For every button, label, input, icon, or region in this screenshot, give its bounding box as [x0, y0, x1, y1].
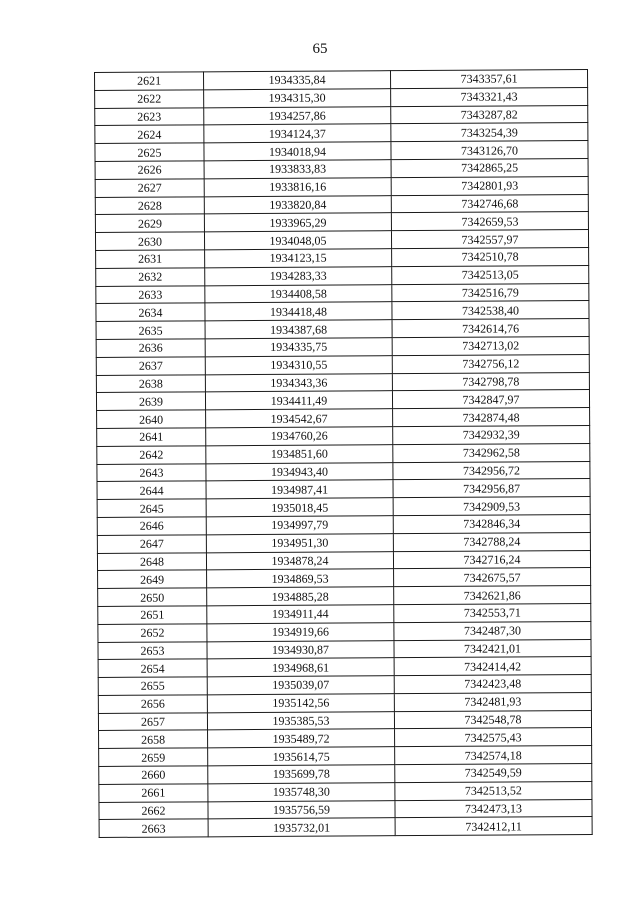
point-number-cell: 2633 [96, 285, 205, 303]
point-number-cell: 2631 [96, 250, 205, 268]
point-number-cell: 2625 [95, 143, 204, 161]
page-number: 65 [312, 41, 328, 57]
y-coordinate-cell: 7342473,13 [395, 799, 592, 818]
point-number-cell: 2641 [97, 428, 206, 446]
x-coordinate-cell: 1934997,79 [206, 516, 393, 535]
y-coordinate-cell: 7342548,78 [394, 710, 591, 729]
y-coordinate-cell: 7342538,40 [392, 301, 589, 320]
x-coordinate-cell: 1934878,24 [206, 551, 393, 570]
y-coordinate-cell: 7342675,57 [394, 568, 591, 587]
y-coordinate-cell: 7343254,39 [391, 123, 588, 142]
y-coordinate-cell: 7342614,76 [392, 319, 589, 338]
point-number-cell: 2661 [99, 784, 208, 802]
y-coordinate-cell: 7342746,68 [391, 194, 588, 213]
point-number-cell: 2660 [99, 766, 208, 784]
x-coordinate-cell: 1934943,40 [206, 462, 393, 481]
y-coordinate-cell: 7343287,82 [391, 105, 588, 124]
x-coordinate-cell: 1934123,15 [205, 249, 392, 268]
x-coordinate-cell: 1935756,59 [208, 800, 395, 819]
x-coordinate-cell: 1934418,48 [205, 302, 392, 321]
y-coordinate-cell: 7342874,48 [393, 408, 590, 427]
x-coordinate-cell: 1934911,44 [207, 605, 394, 624]
y-coordinate-cell: 7342659,53 [391, 212, 588, 231]
point-number-cell: 2639 [96, 392, 205, 410]
y-coordinate-cell: 7342846,34 [393, 514, 590, 533]
y-coordinate-cell: 7342481,93 [394, 692, 591, 711]
point-number-cell: 2644 [97, 481, 206, 499]
point-number-cell: 2637 [96, 357, 205, 375]
table-row [99, 817, 592, 838]
point-number-cell: 2635 [96, 321, 205, 339]
point-number-cell: 2643 [97, 463, 206, 481]
x-coordinate-cell: 1934885,28 [207, 587, 394, 606]
point-number-cell: 2649 [98, 570, 207, 588]
x-coordinate-cell: 1934919,66 [207, 622, 394, 641]
x-coordinate-cell: 1934542,67 [206, 409, 393, 428]
x-coordinate-cell: 1934951,30 [206, 533, 393, 552]
x-coordinate-cell: 1933816,16 [204, 177, 391, 196]
point-number-cell: 2657 [98, 713, 207, 731]
point-number-cell: 2646 [97, 517, 206, 535]
point-number-cell: 2622 [95, 90, 204, 108]
x-coordinate-cell: 1934018,94 [204, 142, 391, 161]
x-coordinate-cell: 1935039,07 [207, 676, 394, 695]
point-number-cell: 2642 [97, 446, 206, 464]
point-number-cell: 2662 [99, 801, 208, 819]
y-coordinate-cell: 7342516,79 [392, 283, 589, 302]
x-coordinate-cell: 1934257,86 [204, 106, 391, 125]
y-coordinate-cell: 7342557,97 [391, 230, 588, 249]
point-number-cell: 2652 [98, 624, 207, 642]
y-coordinate-cell: 7342421,01 [394, 639, 591, 658]
x-coordinate-cell: 1935385,53 [207, 711, 394, 730]
point-number-cell: 2624 [95, 125, 204, 143]
y-coordinate-cell: 7342956,87 [393, 479, 590, 498]
x-coordinate-cell: 1934411,49 [205, 391, 392, 410]
x-coordinate-cell: 1933965,29 [204, 213, 391, 232]
x-coordinate-cell: 1934408,58 [205, 284, 392, 303]
point-number-cell: 2626 [95, 161, 204, 179]
y-coordinate-cell: 7342553,71 [394, 603, 591, 622]
y-coordinate-cell: 7342414,42 [394, 657, 591, 676]
y-coordinate-cell: 7342788,24 [393, 532, 590, 551]
y-coordinate-cell: 7342801,93 [391, 176, 588, 195]
y-coordinate-cell: 7342865,25 [391, 158, 588, 177]
y-coordinate-cell: 7342909,53 [393, 497, 590, 516]
y-coordinate-cell: 7342962,58 [393, 443, 590, 462]
x-coordinate-cell: 1934869,53 [207, 569, 394, 588]
x-coordinate-cell: 1934343,36 [205, 373, 392, 392]
y-coordinate-cell: 7342423,48 [394, 675, 591, 694]
y-coordinate-cell: 7342847,97 [392, 390, 589, 409]
x-coordinate-cell: 1934760,26 [206, 427, 393, 446]
x-coordinate-cell: 1934315,30 [204, 88, 391, 107]
y-coordinate-cell: 7342956,72 [393, 461, 590, 480]
x-coordinate-cell: 1934968,61 [207, 658, 394, 677]
point-number-cell: 2634 [96, 303, 205, 321]
y-coordinate-cell: 7342412,11 [395, 817, 592, 836]
y-coordinate-cell: 7342510,78 [392, 247, 589, 266]
x-coordinate-cell: 1934987,41 [206, 480, 393, 499]
point-number-cell: 2623 [95, 107, 204, 125]
x-coordinate-cell: 1935732,01 [208, 818, 395, 837]
coordinates-table [94, 69, 593, 838]
point-number-cell: 2655 [98, 677, 207, 695]
y-coordinate-cell: 7342798,78 [392, 372, 589, 391]
x-coordinate-cell: 1934335,84 [204, 71, 391, 90]
x-coordinate-cell: 1935699,78 [208, 765, 395, 784]
point-number-cell: 2628 [95, 196, 204, 214]
point-number-cell: 2659 [99, 748, 208, 766]
x-coordinate-cell: 1934930,87 [207, 640, 394, 659]
x-coordinate-cell: 1935489,72 [208, 729, 395, 748]
point-number-cell: 2645 [97, 499, 206, 517]
y-coordinate-cell: 7342713,02 [392, 336, 589, 355]
x-coordinate-cell: 1933820,84 [204, 195, 391, 214]
y-coordinate-cell: 7342932,39 [393, 425, 590, 444]
point-number-cell: 2627 [95, 179, 204, 197]
x-coordinate-cell: 1935142,56 [207, 694, 394, 713]
point-number-cell: 2663 [99, 819, 208, 837]
y-coordinate-cell: 7343357,61 [390, 69, 587, 88]
x-coordinate-cell: 1934335,75 [205, 338, 392, 357]
x-coordinate-cell: 1934283,33 [205, 266, 392, 285]
point-number-cell: 2648 [97, 552, 206, 570]
point-number-cell: 2638 [96, 374, 205, 392]
y-coordinate-cell: 7342716,24 [393, 550, 590, 569]
x-coordinate-cell: 1933833,83 [204, 160, 391, 179]
y-coordinate-cell: 7342549,59 [395, 764, 592, 783]
x-coordinate-cell: 1934310,55 [205, 355, 392, 374]
point-number-cell: 2650 [98, 588, 207, 606]
y-coordinate-cell: 7342487,30 [394, 621, 591, 640]
coordinates-table-body [95, 69, 593, 837]
x-coordinate-cell: 1935748,30 [208, 783, 395, 802]
point-number-cell: 2630 [95, 232, 204, 250]
y-coordinate-cell: 7342513,52 [395, 781, 592, 800]
point-number-cell: 2636 [96, 339, 205, 357]
point-number-cell: 2647 [97, 535, 206, 553]
point-number-cell: 2640 [97, 410, 206, 428]
point-number-cell: 2632 [96, 268, 205, 286]
point-number-cell: 2656 [98, 695, 207, 713]
y-coordinate-cell: 7342574,18 [395, 746, 592, 765]
x-coordinate-cell: 1934851,60 [206, 444, 393, 463]
point-number-cell: 2658 [99, 730, 208, 748]
x-coordinate-cell: 1935018,45 [206, 498, 393, 517]
point-number-cell: 2629 [95, 214, 204, 232]
x-coordinate-cell: 1934048,05 [204, 231, 391, 250]
point-number-cell: 2621 [95, 72, 204, 90]
point-number-cell: 2653 [98, 641, 207, 659]
point-number-cell: 2651 [98, 606, 207, 624]
y-coordinate-cell: 7342756,12 [392, 354, 589, 373]
y-coordinate-cell: 7342513,05 [392, 265, 589, 284]
y-coordinate-cell: 7342621,86 [394, 586, 591, 605]
point-number-cell: 2654 [98, 659, 207, 677]
x-coordinate-cell: 1934387,68 [205, 320, 392, 339]
x-coordinate-cell: 1935614,75 [208, 747, 395, 766]
y-coordinate-cell: 7343126,70 [391, 141, 588, 160]
x-coordinate-cell: 1934124,37 [204, 124, 391, 143]
y-coordinate-cell: 7343321,43 [391, 87, 588, 106]
y-coordinate-cell: 7342575,43 [395, 728, 592, 747]
